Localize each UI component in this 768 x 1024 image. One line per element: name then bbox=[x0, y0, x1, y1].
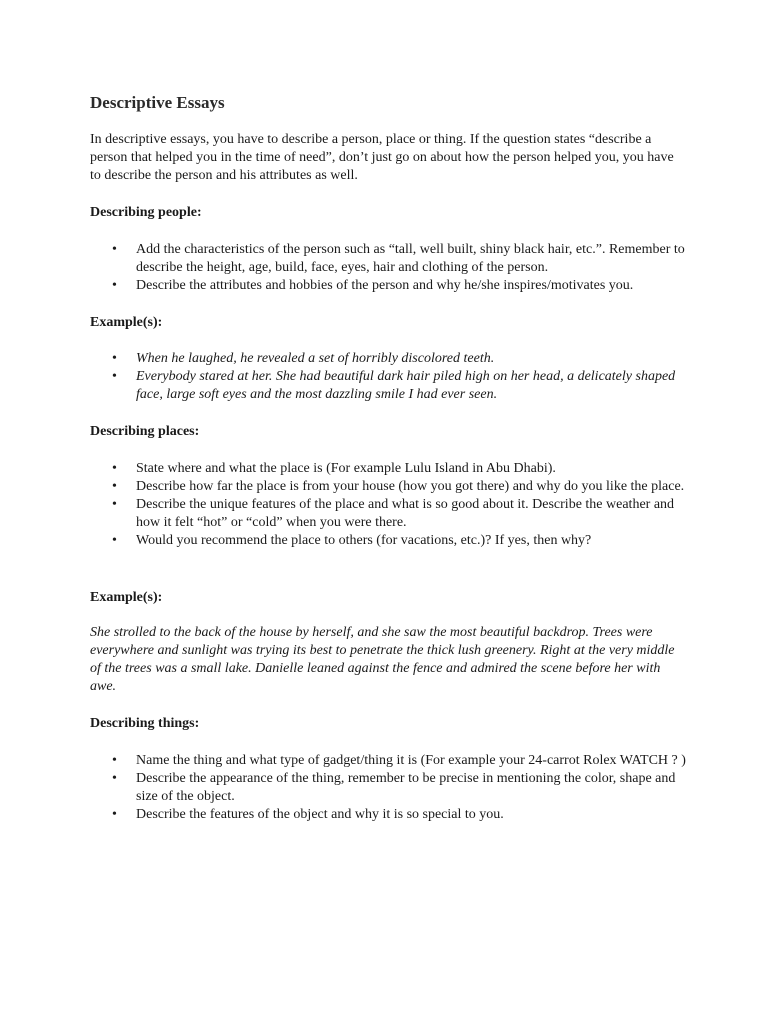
places-bullet-list bbox=[90, 460, 690, 550]
bullet-icon: • bbox=[112, 497, 117, 512]
heading-describing-things: Describing things: bbox=[90, 716, 200, 731]
list-item bbox=[90, 806, 690, 824]
list-item-text: State where and what the place is (For example Lulu Island in Abu Dhabi). bbox=[136, 461, 556, 476]
list-item-text: Describe how far the place is from your house (how you got there) and why do you like the place. bbox=[136, 479, 685, 494]
heading-places-examples: Example(s): bbox=[90, 590, 163, 605]
places-example-paragraph: She strolled to the back of the house by herself, and she saw the most beautiful backdrop. Trees were everywhere and sunlight was trying its best to penetrate the thick lush greenery. Right at the very middle of the trees was a small lake. Danielle leaned against the fence and admired the scene before her with awe. bbox=[90, 625, 675, 694]
bullet-icon: • bbox=[112, 461, 117, 476]
page-title: Descriptive Essays bbox=[90, 93, 225, 112]
list-item bbox=[90, 368, 690, 404]
things-bullet-list bbox=[90, 752, 690, 824]
list-item bbox=[90, 241, 690, 277]
list-item-text: Describe the unique features of the place and what is so good about it. Describe the weather and how it felt “hot” or “cold” when you were there. bbox=[136, 497, 675, 530]
heading-describing-people: Describing people: bbox=[90, 205, 202, 220]
list-item-text: Add the characteristics of the person such as “tall, well built, shiny black hair, etc.”. Remember to describe the height, age, build, face, eyes, hair and clothing of the person. bbox=[136, 242, 685, 275]
list-item-text: Name the thing and what type of gadget/thing it is (For example your 24-carrot Rolex WATCH ? ) bbox=[136, 753, 686, 768]
bullet-icon: • bbox=[112, 533, 117, 548]
list-item-text: When he laughed, he revealed a set of horribly discolored teeth. bbox=[136, 351, 495, 366]
list-item bbox=[90, 350, 690, 368]
list-item bbox=[90, 752, 690, 770]
list-item bbox=[90, 460, 690, 478]
bullet-icon: • bbox=[112, 753, 117, 768]
heading-people-examples: Example(s): bbox=[90, 315, 163, 330]
list-item bbox=[90, 496, 690, 532]
bullet-icon: • bbox=[112, 479, 117, 494]
list-item bbox=[90, 478, 690, 496]
bullet-icon: • bbox=[112, 278, 117, 293]
intro-paragraph: In descriptive essays, you have to describe a person, place or thing. If the question states “describe a person that helped you in the time of need”, don’t just go on about how the person helped you, you have to describe the person and his attributes as well. bbox=[90, 132, 674, 183]
people-bullet-list bbox=[90, 241, 690, 295]
list-item-text: Describe the appearance of the thing, remember to be precise in mentioning the color, shape and size of the object. bbox=[136, 771, 676, 804]
bullet-icon: • bbox=[112, 771, 117, 786]
list-item bbox=[90, 277, 690, 295]
list-item bbox=[90, 770, 690, 806]
people-examples-list bbox=[90, 350, 690, 404]
heading-describing-places: Describing places: bbox=[90, 424, 200, 439]
list-item-text: Everybody stared at her. She had beautiful dark hair piled high on her head, a delicately shaped face, large soft eyes and the most dazzling smile I had ever seen. bbox=[136, 369, 676, 402]
bullet-icon: • bbox=[112, 242, 117, 257]
bullet-icon: • bbox=[112, 369, 117, 384]
bullet-icon: • bbox=[112, 351, 117, 366]
bullet-icon: • bbox=[112, 807, 117, 822]
list-item-text: Would you recommend the place to others (for vacations, etc.)? If yes, then why? bbox=[136, 533, 592, 548]
list-item-text: Describe the attributes and hobbies of the person and why he/she inspires/motivates you. bbox=[136, 278, 634, 293]
list-item bbox=[90, 532, 690, 550]
list-item-text: Describe the features of the object and why it is so special to you. bbox=[136, 807, 504, 822]
